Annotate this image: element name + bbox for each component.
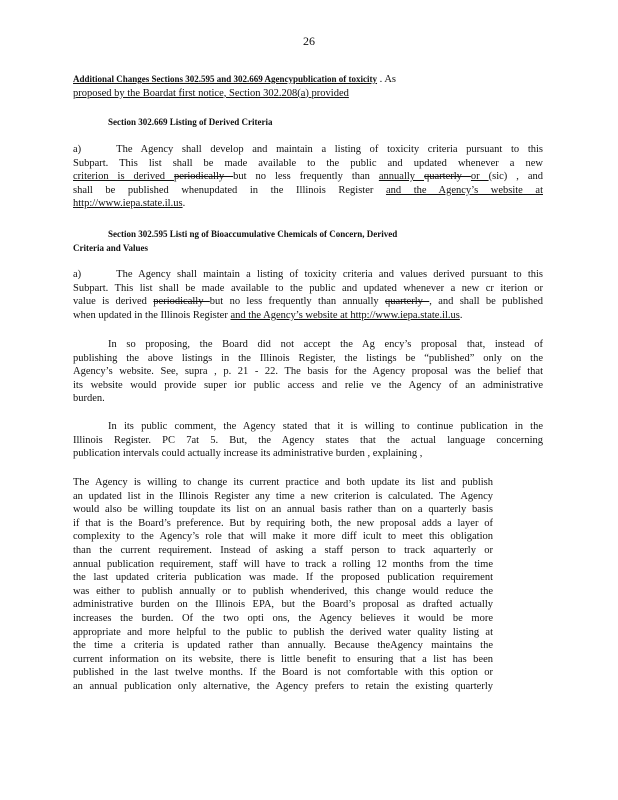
section-302595-body <box>73 268 543 322</box>
heading-line-2: proposed by the Boardat first notice, Section 302.208(a) provided <box>73 87 349 99</box>
body-line: when updated in the Illinois Register and the Agency’s website at http://www.iepa.state.il.us. <box>73 309 463 321</box>
paragraph-line: its website would provide super ior public access and relie ve the Agency of an administrative <box>73 379 543 391</box>
body-line: a) The Agency shall maintain a listing of toxicity criteria and values derived pursuant to this <box>73 269 543 280</box>
quote-line: the time a criteria is updated rather than annually. Because theAgency maintains the <box>73 640 493 652</box>
page-number: 26 <box>303 34 315 48</box>
quote-line: published in the last twelve months. If the Board is not comfortable with this option or <box>73 667 493 679</box>
body-line: Subpart. This list shall be made available to the public and updated whenever a new <box>73 157 543 169</box>
paragraph-line: publication intervals could actually increase its administrative burden , explaining , <box>73 448 423 460</box>
quote-line: annual publication requirement, staff will have to track a rolling 12 months from the time <box>73 558 493 570</box>
quote-line: appropriate and more helpful to the public to publish the derived water quality listing at <box>73 626 493 638</box>
section-302669-body <box>73 143 543 211</box>
heading-tail: . As <box>379 74 396 85</box>
paragraph-line: Agency’s website. See, supra , p. 21 - 22. The basis for the Agency proposal was the belief that <box>73 366 543 378</box>
quote-line: the last updated criteria publication was made. If the proposed publication requirement <box>73 572 493 584</box>
section-302595-title: Section 302.595 Listi ng of Bioaccumulative Chemicals of Concern, Derived <box>108 229 398 239</box>
agency-quote <box>73 476 493 694</box>
quote-line: complexity to the Agency’s role that will make it more diff icult to meet this obligation <box>73 531 493 543</box>
section-302669-title: Section 302.669 Listing of Derived Criteria <box>108 117 273 127</box>
paragraph-line: In its public comment, the Agency stated that it is willing to continue publication in the <box>108 421 543 432</box>
quote-line: increases the burden. Of the two opti ons, the Agency believes it would be more <box>73 612 493 624</box>
body-line: value is derived periodically but no less frequently than annually quarterly , and shall be published <box>73 296 543 308</box>
quote-line: administrative burden on the Illinois EPA, but the Board’s proposal as drafted actually <box>73 599 493 611</box>
quote-line: would also be willing toupdate its list on an annual basis rather than on a quarterly basis <box>73 504 493 516</box>
quote-line: if that is the Board’s preference. But by requiring both, the new proposal adds a layer of <box>73 517 493 529</box>
body-line: criterion is derived periodically but no less frequently than annually quarterly or (sic) , and <box>73 171 543 183</box>
quote-line: The Agency is willing to change its current practice and both update its list and publish <box>73 477 493 488</box>
quote-line: an annual publication only alternative, the Agency prefers to retain the existing quarterly <box>73 680 493 692</box>
body-line: shall be published whenupdated in the Illinois Register and the Agency’s website at <box>73 184 543 196</box>
body-line: a) The Agency shall develop and maintain a listing of toxicity criteria pursuant to this <box>73 144 543 155</box>
paragraph-line: publishing the above listings in the Illinois Register, the listings be “published” only on the <box>73 352 543 364</box>
paragraph-line: burden. <box>73 393 105 405</box>
quote-line: an updated list in the Illinois Register any time a new criterion is calculated. The Agency <box>73 490 493 502</box>
heading-title: Additional Changes Sections 302.595 and 302.669 Agencypublication of toxicity <box>73 74 378 84</box>
quote-line: was either to publish annually or to publish whenderived, this change would reduce the <box>73 585 493 597</box>
paragraph-line: In so proposing, the Board did not accept the Ag ency’s proposal that, instead of <box>108 339 543 350</box>
intro-heading <box>73 73 543 100</box>
quote-line: than the current requirement. Instead of asking a staff person to track aquarterly or <box>73 544 493 556</box>
body-line: Subpart. This list shall be made available to the public and updated whenever a new cr iterion or <box>73 282 543 294</box>
paragraph-public-comment <box>73 420 543 461</box>
quote-line: current information on its website, there is little benefit to ensuring that a list has been <box>73 653 493 665</box>
paragraph-board-proposal <box>73 338 543 406</box>
intro-heading-line-2 <box>73 87 543 101</box>
body-line: http://www.iepa.state.il.us. <box>73 198 186 210</box>
intro-heading-line <box>73 73 543 87</box>
section-302595-title-2: Criteria and Values <box>73 243 149 253</box>
paragraph-line: Illinois Register. PC 7at 5. But, the Agency states that the actual language concerning <box>73 434 543 446</box>
